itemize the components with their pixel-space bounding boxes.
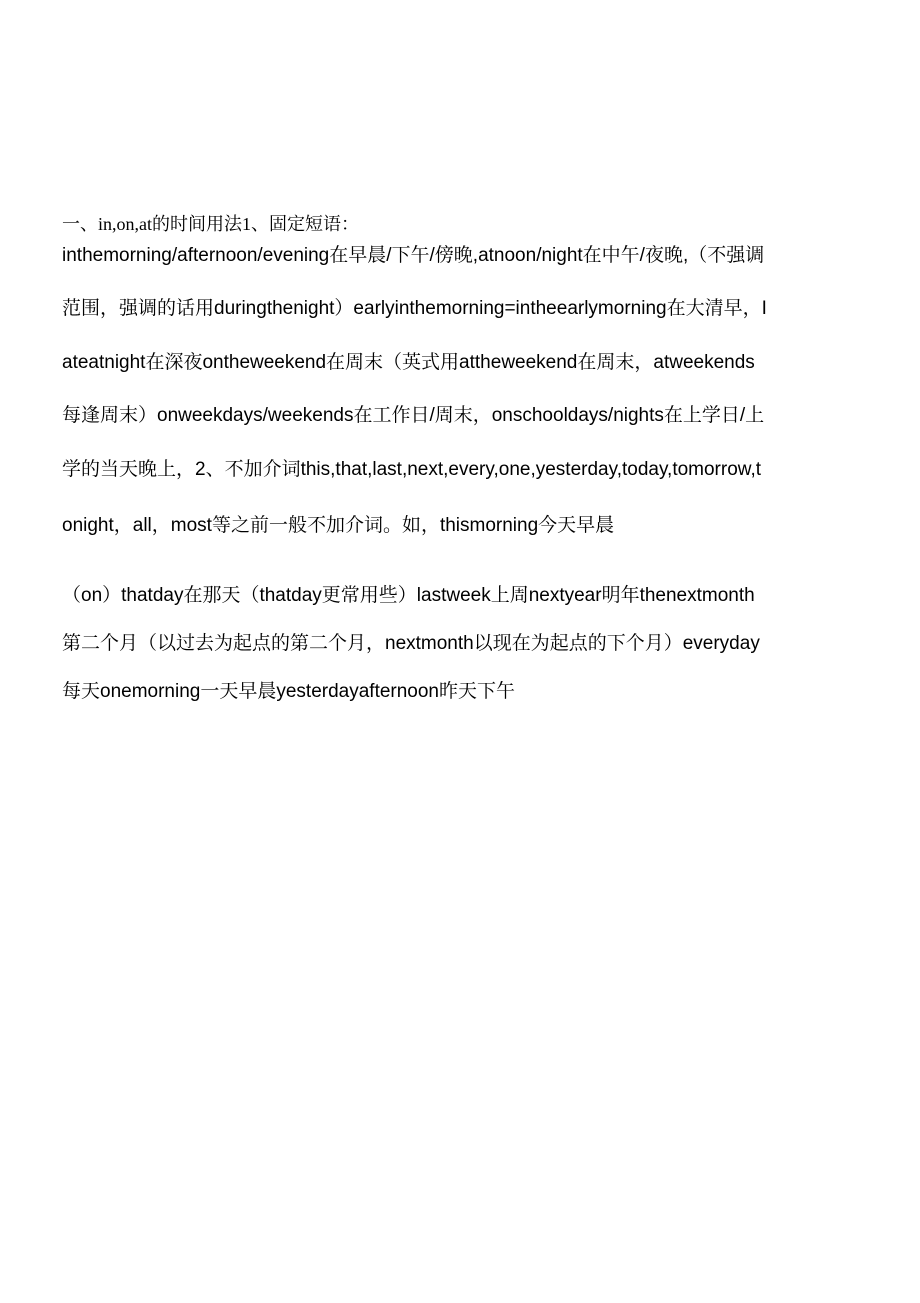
text-line-1: inthemorning/afternoon/evening在早晨/下午/傍晚,atnoon/night在中午/夜晚,（不强调 <box>62 245 765 266</box>
text-line-7: （on）thatday在那天（thatday更常用些）lastweek上周nextyear明年thenextmonth <box>62 585 755 606</box>
text-line-3: ateatnight在深夜ontheweekend在周末（英式用attheweekend在周末，atweekends <box>62 352 755 373</box>
text-line-2: 范围，强调的话用duringthenight）earlyinthemorning=intheearlymorning在大清早，I <box>62 298 767 319</box>
text-line-6: onight，all，most等之前一般不加介词。如，thismorning今天早晨 <box>62 515 615 536</box>
text-line-4: 每逢周末）onweekdays/weekends在工作日/周末，onschooldays/nights在上学日/上 <box>62 405 765 426</box>
section-heading: 一、in,on,at的时间用法1、固定短语： <box>62 214 359 234</box>
text-line-5: 学的当天晚上，2、不加介词this,that,last,next,every,one,yesterday,today,tomorrow,t <box>62 459 762 480</box>
text-line-9: 每天onemorning一天早晨yesterdayafternoon昨天下午 <box>62 681 516 702</box>
text-line-8: 第二个月（以过去为起点的第二个月，nextmonth以现在为起点的下个月）everyday <box>62 633 760 654</box>
